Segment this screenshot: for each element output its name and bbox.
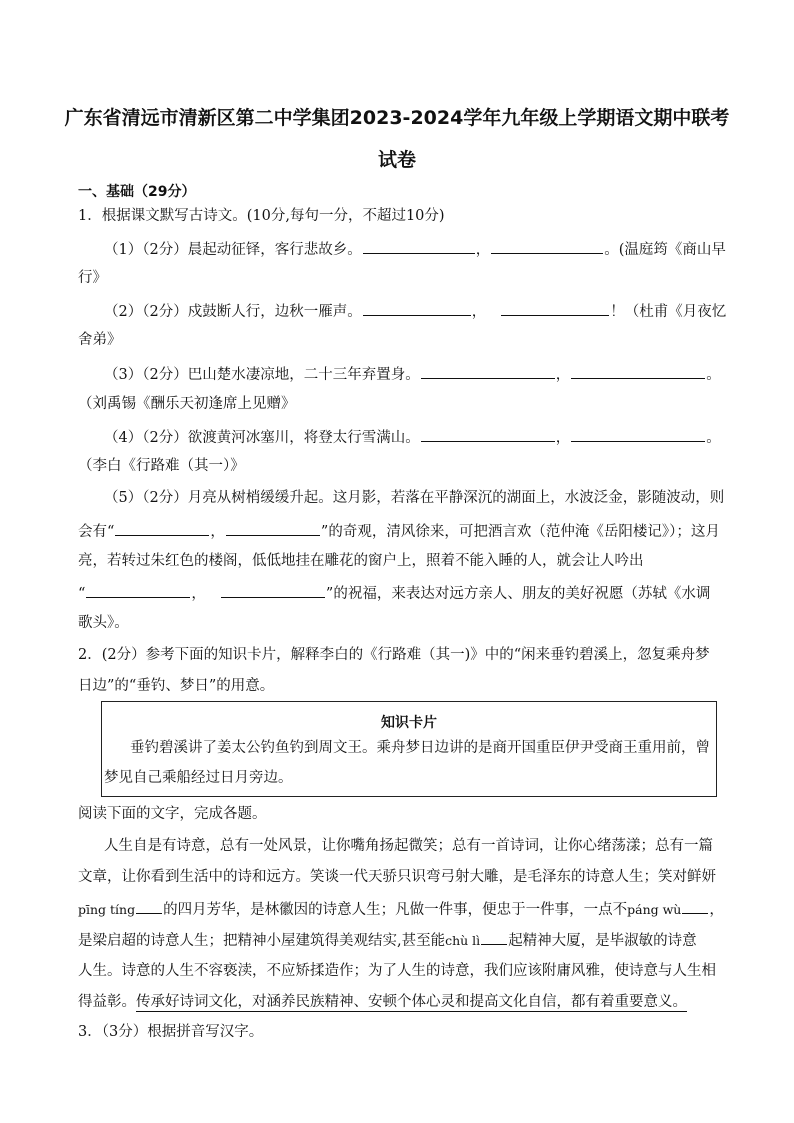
q1-item-4-cont: （李白《行路难（其一）》 [78, 458, 245, 474]
answer-blank[interactable] [481, 929, 507, 945]
q1-item-5-line4: “ ， ”的祝福，来表达对远方亲人、朋友的美好祝愿（苏轼《水调 [78, 582, 710, 604]
answer-blank[interactable] [86, 582, 190, 598]
answer-blank[interactable] [136, 898, 162, 914]
q1-item-2: （2）（2分）戍鼓断人行，边秋一雁声。 ， ！（杜甫《月夜忆 [104, 300, 726, 322]
q1-item-4: （4）（2分）欲渡黄河冰塞川，将登太行雪满山。 ， 。 [104, 426, 721, 448]
q1-item-3-cont: （刘禹锡《酬乐天初逢席上见赠》 [78, 396, 296, 412]
pinyin-3: chù lì [445, 933, 481, 948]
answer-blank[interactable] [115, 520, 209, 536]
knowledge-card-title: 知识卡片 [381, 715, 437, 731]
passage-line3: pīng tíng 的四月芳华，是林徽因的诗意人生；凡做一件事，便忠于一件事，一点不páng wù ， [78, 898, 724, 920]
q1-item-1-cont: 行》 [78, 270, 107, 286]
answer-blank[interactable] [682, 898, 708, 914]
answer-blank[interactable] [363, 300, 471, 316]
answer-blank[interactable] [421, 426, 555, 442]
q1-item-2-cont: 舍弟》 [78, 332, 122, 348]
q2-stem-line2: 日边”的“垂钓、梦日”的用意。 [78, 678, 275, 694]
pinyin-2: páng wù [627, 902, 682, 917]
q1-stem: 1．根据课文默写古诗文。(10分,每句一分，不超过10分) [78, 208, 445, 224]
underlined-sentence: 传承好诗词文化，对涵养民族精神、安顿个体心灵和提高文化自信，都有着重要意义。 [136, 994, 687, 1010]
passage-line5: 人生。诗意的人生不容亵渎，不应矫揉造作；为了人生的诗意，我们应该附庸风雅，使诗意与人生相 [78, 963, 716, 979]
passage-line4: 是梁启超的诗意人生；把精神小屋建筑得美观结实,甚至能chù lì 起精神大厦，是毕淑敏的诗意 [78, 929, 697, 951]
section-heading: 一、基础（29分） [78, 184, 196, 200]
q1-item-5-line2: 会有“ ， ”的奇观，清风徐来，可把酒言欢（范仲淹《岳阳楼记》）；这月 [78, 520, 720, 542]
pinyin-1: pīng tíng [78, 902, 136, 917]
answer-blank[interactable] [571, 363, 705, 379]
q1-item-5-line5: 歌头》。 [78, 615, 129, 631]
knowledge-card-line1: 垂钓碧溪讲了姜太公钓鱼钓到周文王。乘舟梦日边讲的是商开国重臣伊尹受商王重用前，曾 [130, 740, 710, 756]
exam-title-line2: 试卷 [377, 149, 416, 171]
answer-blank[interactable] [226, 520, 320, 536]
knowledge-card-line2: 梦见自己乘船经过日月旁边。 [104, 770, 293, 786]
q1-item-3: （3）（2分）巴山楚水凄凉地，二十三年弃置身。 ， 。 [104, 363, 721, 385]
answer-blank[interactable] [501, 300, 609, 316]
answer-blank[interactable] [363, 238, 475, 254]
answer-blank[interactable] [491, 238, 603, 254]
passage-line1: 人生自是有诗意，总有一处风景，让你嘴角扬起微笑；总有一首诗词，让你心绪荡漾；总有一篇 [104, 838, 713, 854]
passage-line2: 文章，让你看到生活中的诗和远方。笑谈一代天骄只识弯弓射大雕，是毛泽东的诗意人生；笑对鲜妍 [78, 869, 716, 885]
answer-blank[interactable] [421, 363, 555, 379]
q1-item-5-line1: （5）（2分）月亮从树梢缓缓升起。这月影，若落在平静深沉的湖面上，水波泛金，影随波动，则 [104, 490, 725, 506]
answer-blank[interactable] [221, 582, 325, 598]
knowledge-card [101, 701, 717, 797]
answer-blank[interactable] [571, 426, 705, 442]
q3-stem: 3．（3分）根据拼音写汉字。 [78, 1024, 264, 1040]
exam-title-line1: 广东省清远市清新区第二中学集团2023-2024学年九年级上学期语文期中联考 [64, 107, 730, 129]
q1-item-5-line3: 亮，若转过朱红色的楼阁，低低地挂在雕花的窗户上，照着不能入睡的人，就会让人吟出 [78, 553, 644, 569]
passage-line6: 得益彰。传承好诗词文化，对涵养民族精神、安顿个体心灵和提高文化自信，都有着重要意义。 [78, 994, 687, 1010]
q1-item-1: （1）（2分）晨起动征铎，客行悲故乡。 ， 。(温庭筠《商山早 [104, 238, 726, 260]
q2-stem-line1: 2．(2分）参考下面的知识卡片，解释李白的《行路难（其一)》中的“闲来垂钓碧溪上，忽复乘舟梦 [78, 647, 710, 663]
reading-intro: 阅读下面的文字，完成各题。 [78, 806, 267, 822]
